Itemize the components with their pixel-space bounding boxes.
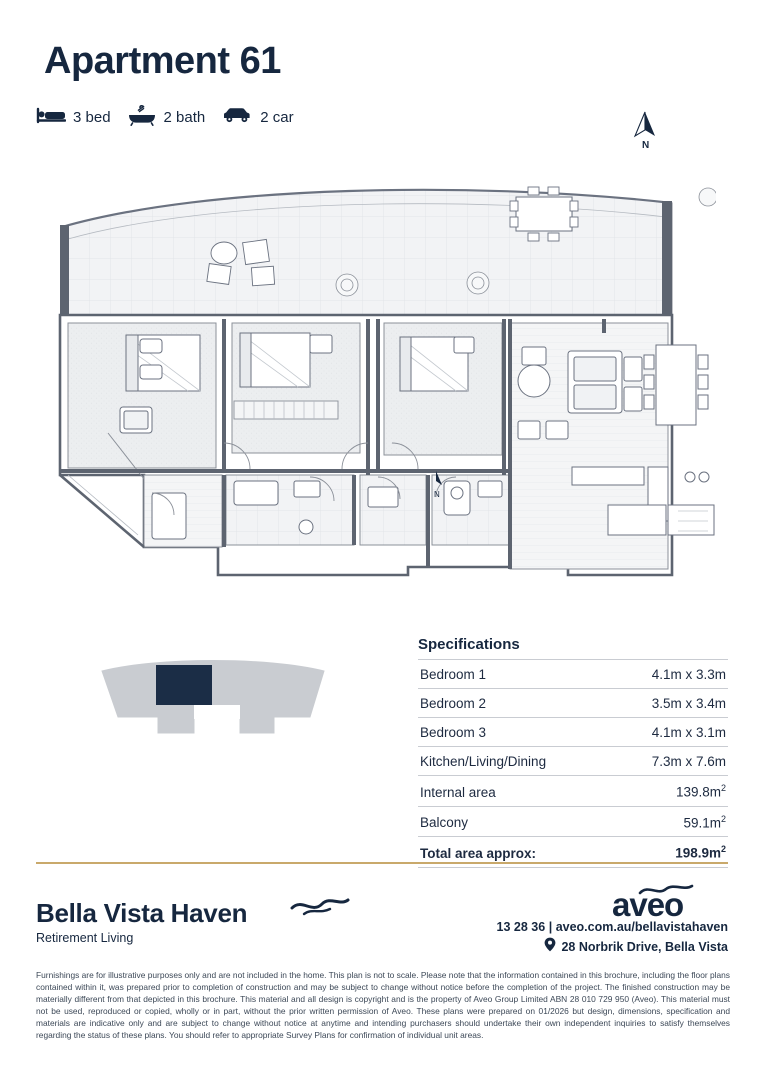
wave-icon [290, 894, 350, 921]
spec-value: 3.5m x 3.4m [651, 696, 726, 711]
contact-block [497, 918, 728, 959]
specifications-table [418, 636, 728, 868]
compass-north-label: N [642, 140, 650, 151]
spec-label: Bedroom 3 [420, 725, 487, 740]
address-text: 28 Norbrik Drive, Bella Vista [561, 940, 728, 955]
feature-bed-label: 3 bed [73, 108, 111, 126]
bed-icon [36, 105, 66, 129]
spec-label: Kitchen/Living/Dining [420, 754, 547, 769]
key-plan [98, 655, 328, 760]
contact-line-2 [497, 937, 728, 958]
feature-bath-label: 2 bath [163, 108, 206, 126]
spec-row-kitchen-living-dining [418, 746, 728, 775]
spec-label: Internal area [420, 784, 496, 800]
gold-divider [36, 862, 728, 864]
disclaimer-text: Furnishings are for illustrative purposes only and are not included in the home. This plan is not to scale. Please note that the information contained in this brochure, including the floor plans contained within it, was prepared prior to completion of construction and may be subject to change without notice before the completion of the project. The finished construction may be materially different from that depicted in this brochure. This material and all design is copyright and is the property of Aveo Group Limited ABN 28 010 729 950 (Aveo). This material must not be used, reproduced or copied, wholly or in part, without the prior written permission of Aveo. These plans were prepared on 01/2026 but design, dimensions, specification and materials are indicative only and are subject to change without notice at anytime and intending purchasers should undertake their own independent inquiries to satisfy themselves regarding the status of these plans. You should refer to appropriate Survey Plans for confirmation of individual unit areas. [36, 970, 730, 1040]
location-pin-icon [544, 937, 556, 958]
spec-label: Bedroom 1 [420, 667, 487, 682]
spec-label: Balcony [420, 815, 469, 830]
separator: | [548, 920, 553, 934]
website-link[interactable]: aveo.com.au/bellavistahaven [555, 920, 728, 934]
feature-summary [36, 104, 304, 130]
compass-rose [625, 110, 665, 158]
spec-value: $139.8m^2$ [675, 783, 726, 800]
svg-text:N: N [434, 490, 440, 499]
page-title: Apartment 61 [44, 40, 281, 82]
phone-number[interactable]: 13 28 36 [496, 920, 546, 934]
brand-tagline: Retirement Living [36, 931, 134, 946]
spec-value: 4.1m x 3.1m [651, 725, 726, 740]
spec-value: 7.3m x 7.6m [651, 754, 726, 769]
spec-value: $198.9m^2$ [675, 844, 726, 861]
feature-car-label: 2 car [260, 108, 294, 126]
feature-car [221, 106, 293, 128]
aveo-logo: aveo [612, 886, 684, 923]
spec-row-balcony [418, 806, 728, 837]
floor-plan-drawing [48, 175, 716, 610]
brand-name: Bella Vista Haven [36, 898, 248, 928]
spec-value: $59.1m^2$ [683, 813, 726, 830]
contact-line-1 [497, 918, 728, 937]
spec-row-internal-area [418, 775, 728, 806]
spec-row-bedroom-3 [418, 717, 728, 746]
feature-bath [127, 104, 206, 130]
car-icon [221, 106, 253, 128]
spec-row-bedroom-1 [418, 659, 728, 688]
spec-label: Bedroom 2 [420, 696, 487, 711]
spec-row-bedroom-2 [418, 688, 728, 717]
bath-icon [127, 104, 157, 130]
specifications-heading: Specifications [418, 636, 520, 653]
feature-bed [36, 105, 111, 129]
spec-value: 4.1m x 3.3m [651, 667, 726, 682]
spec-label: Total area approx: [420, 845, 537, 861]
